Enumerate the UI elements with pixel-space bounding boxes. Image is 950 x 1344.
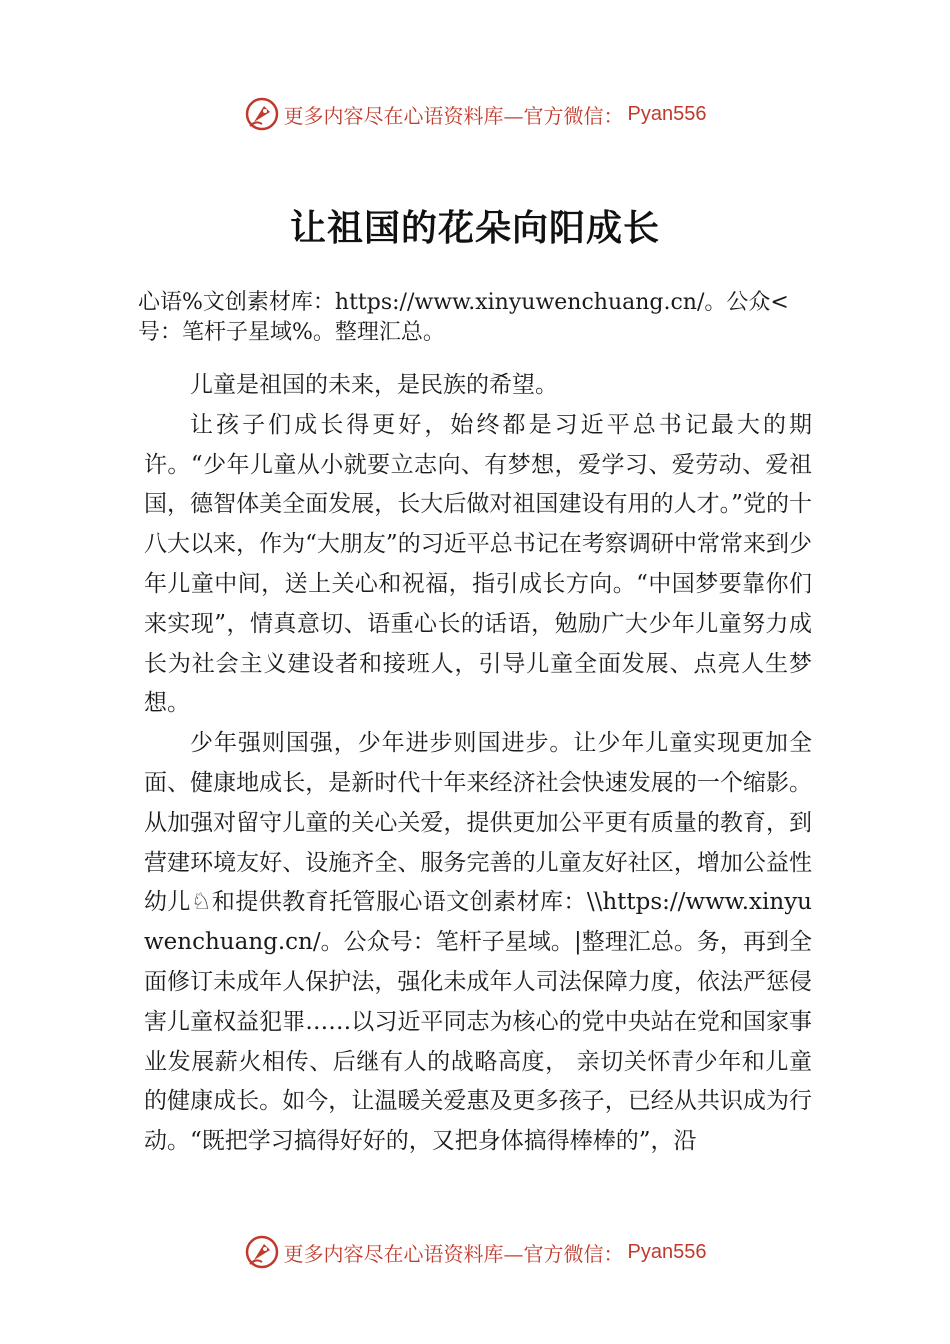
article-title: 让祖国的花朵向阳成长 [289,207,660,249]
paragraph: 少年强则国强，少年进步则国进步。让少年儿童实现更加全面、健康地成长，是新时代十年来经济社会快速发展的一个缩影。从加强对留守儿童的关心关爱，提供更加公平更有质量的教育，到营建环境友好、设施齐全、服务完善的儿童友好社区，增加公益性幼儿♘和提供教育托管服心语文创素材库：\\https://www.xinyuwenchuang.cn/。公众号：笔杆子星域。|整理汇总。务，再到全面修订未成年人保护法，强化未成年人司法保障力度，依法严惩侵害儿童权益犯罪……以习近平同志为核心的党中央站在党和国家事业发展薪火相传、后继有人的战略高度， 亲切关怀青少年和儿童的健康成长。如今，让温暖关爱惠及更多孩子，已经从共识成为行动。“既把学习搞得好好的，又把身体搞得棒棒的”，沿 [144,730,812,1155]
footer-banner [0,1232,950,1272]
article-body [144,366,812,1162]
banner-text: 更多内容尽在心语资料库—官方微信： [283,1241,624,1266]
paragraph: 让孩子们成长得更好，始终都是习近平总书记最大的期许。“少年儿童从小就要立志向、有梦想，爱学习、爱劳动、爱祖国，德智体美全面发展，长大后做对祖国建设有用的人才。”党的十八大以来，作为“大朋友”的习近平总书记在考察调研中常常来到少年儿童中间，送上关心和祝福，指引成长方向。“中国梦要靠你们来实现”，情真意切、语重心长的话语，勉励广大少年儿童努力成长为社会主义建设者和接班人，引导儿童全面发展、点亮人生梦想。 [144,411,812,717]
banner-text: 更多内容尽在心语资料库—官方微信： [283,103,624,128]
source-note: 心语%文创素材库：https://www.xinyuwenchuang.cn/。公众<号：笔杆子星域%。整理汇总。 [138,290,789,345]
banner-wechat-id: Pyan556 [627,102,707,125]
header-banner [0,94,950,134]
pen-nib-logo-icon [244,1234,280,1270]
banner-wechat-id: Pyan556 [627,1240,707,1263]
paragraph: 儿童是祖国的未来，是民族的希望。 [190,372,558,398]
pen-nib-logo-icon [244,96,280,132]
